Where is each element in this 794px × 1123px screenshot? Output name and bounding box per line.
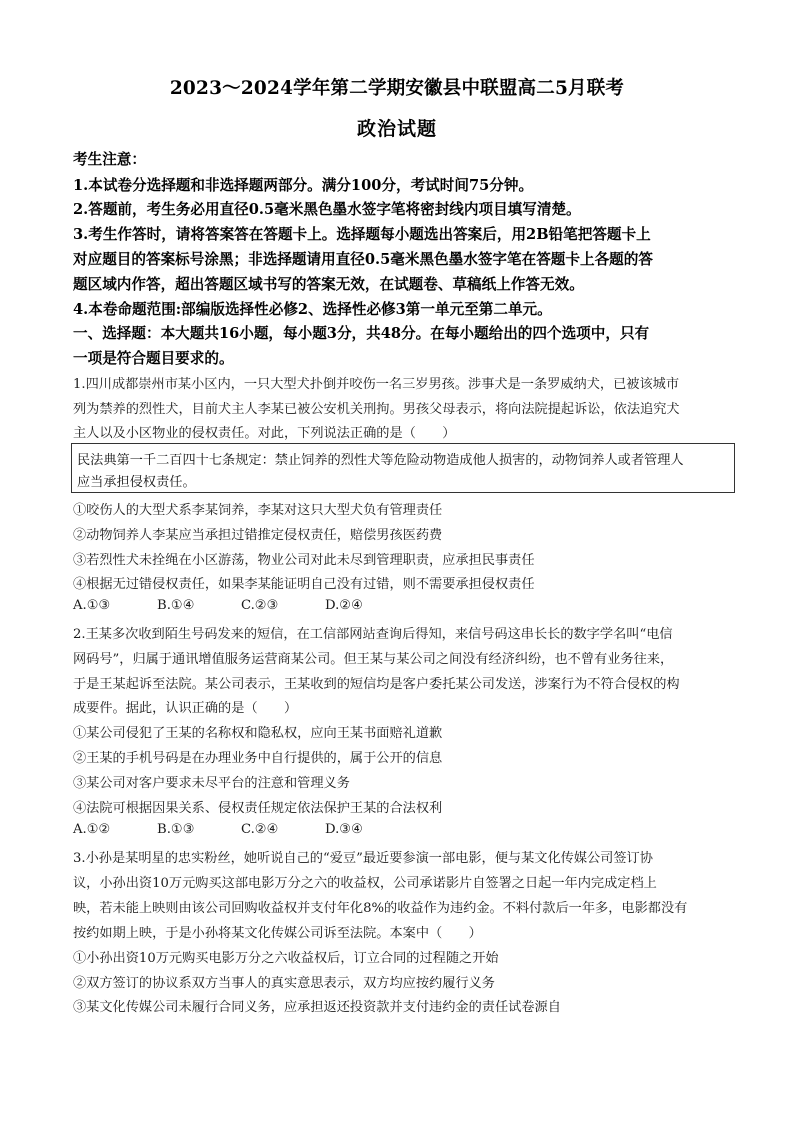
notice-line: 4.本卷命题范围:部编版选择性必修2、选择性必修3第一单元至第二单元。 [73, 301, 552, 318]
choice-d[interactable]: D.②④ [325, 598, 363, 613]
notice-heading: 考生注意： [73, 151, 146, 168]
q2-choices [73, 822, 363, 837]
q3-item: ②双方签订的协议系双方当事人的真实意思表示，双方均应按约履行义务 [73, 976, 495, 991]
notice-line: 1.本试卷分选择题和非选择题两部分。满分100分，考试时间75分钟。 [73, 177, 534, 194]
choice-d[interactable]: D.③④ [325, 822, 363, 837]
q3-item: ③某文化传媒公司未履行合同义务，应承担返还投资款并支付违约金的责任试卷源自 [73, 1000, 561, 1015]
section-heading: 一项是符合题目要求的。 [73, 350, 234, 367]
choice-a[interactable]: A.①③ [73, 598, 111, 613]
q1-item: ①咬伤人的大型犬系李某饲养，李某对这只大型犬负有管理责任 [73, 503, 443, 518]
q3-stem: 3.小孙是某明星的忠实粉丝，她听说自己的“爱豆”最近要参演一部电影，便与某文化传媒公司签订协 [73, 851, 653, 866]
q1-item: ④根据无过错侵权责任，如果李某能证明自己没有过错，则不需要承担侵权责任 [73, 577, 535, 592]
notice-line: 3.考生作答时，请将答案答在答题卡上。选择题每小题选出答案后，用2B铅笔把答题卡上 [73, 226, 651, 243]
q3-item: ①小孙出资10万元购买电影万分之六收益权后，订立合同的过程随之开始 [73, 951, 499, 966]
q2-item: ②王某的手机号码是在办理业务中自行提供的，属于公开的信息 [73, 751, 443, 766]
choice-b[interactable]: B.①③ [157, 822, 195, 837]
q3-stem: 议，小孙出资10万元购买这部电影万分之六的收益权，公司承诺影片自签署之日起一年内完成定档上 [73, 876, 657, 891]
q1-stem: 1.四川成都崇州市某小区内，一只大型犬扑倒并咬伤一名三岁男孩。涉事犬是一条罗威纳犬，已被该城市 [73, 377, 680, 392]
q1-material-text: 民法典第一千二百四十七条规定：禁止饲养的烈性犬等危险动物造成他人损害的，动物饲养人或者管理人 [77, 453, 684, 468]
q1-material-box [71, 443, 735, 493]
q2-stem: 成要件。据此，认识正确的是（ ） [73, 701, 298, 716]
section-heading: 一、选择题：本大题共16小题，每小题3分，共48分。在每小题给出的四个选项中，只有 [73, 325, 650, 342]
notice-line: 对应题目的答案标号涂黑；非选择题请用直径0.5毫米黑色墨水签字笔在答题卡上各题的答 [73, 251, 653, 268]
q3-stem: 映，若未能上映则由该公司回购收益权并支付年化8%的收益作为违约金。不料付款后一年多，电影都没有 [73, 901, 688, 916]
page-subtitle: 政治试题 [356, 118, 437, 140]
q2-item: ④法院可根据因果关系、侵权责任规定依法保护王某的合法权利 [73, 801, 443, 816]
q2-stem: 网码号”，归属于通讯增值服务运营商某公司。但王某与某公司之间没有经济纠纷，也不曾有业务往来， [73, 652, 674, 667]
q1-item: ②动物饲养人李某应当承担过错推定侵权责任，赔偿男孩医药费 [73, 528, 443, 543]
q1-stem: 主人以及小区物业的侵权责任。对此，下列说法正确的是（ ） [73, 426, 456, 441]
choice-c[interactable]: C.②④ [241, 822, 279, 837]
notice-line: 2.答题前，考生务必用直径0.5毫米黑色墨水签字笔将密封线内项目填写清楚。 [73, 201, 581, 218]
q1-material-text: 应当承担侵权责任。 [77, 475, 196, 490]
q2-item: ③某公司对客户要求未尽平台的注意和管理义务 [73, 776, 350, 791]
notice-line: 题区域内作答，超出答题区域书写的答案无效，在试题卷、草稿纸上作答无效。 [73, 276, 584, 293]
page-title: 2023～2024学年第二学期安徽县中联盟高二5月联考 [169, 78, 625, 99]
choice-b[interactable]: B.①④ [157, 598, 195, 613]
q3-stem: 按约如期上映，于是小孙将某文化传媒公司诉至法院。本案中（ ） [73, 926, 482, 941]
q1-choices [73, 598, 363, 613]
q2-stem: 2.王某多次收到陌生号码发来的短信，在工信部网站查询后得知，来信号码这串长长的数字学名叫“电信 [73, 627, 673, 642]
choice-a[interactable]: A.①② [73, 822, 111, 837]
q1-item: ③若烈性犬未拴绳在小区游荡，物业公司对此未尽到管理职责，应承担民事责任 [73, 553, 535, 568]
q2-item: ①某公司侵犯了王某的名称权和隐私权，应向王某书面赔礼道歉 [73, 726, 443, 741]
choice-c[interactable]: C.②③ [241, 598, 279, 613]
q1-stem: 列为禁养的烈性犬，目前犬主人李某已被公安机关刑拘。男孩父母表示，将向法院提起诉讼，依法追究犬 [73, 402, 680, 417]
q2-stem: 于是王某起诉至法院。某公司表示，王某收到的短信均是客户委托某公司发送，涉案行为不符合侵权的构 [73, 677, 680, 692]
